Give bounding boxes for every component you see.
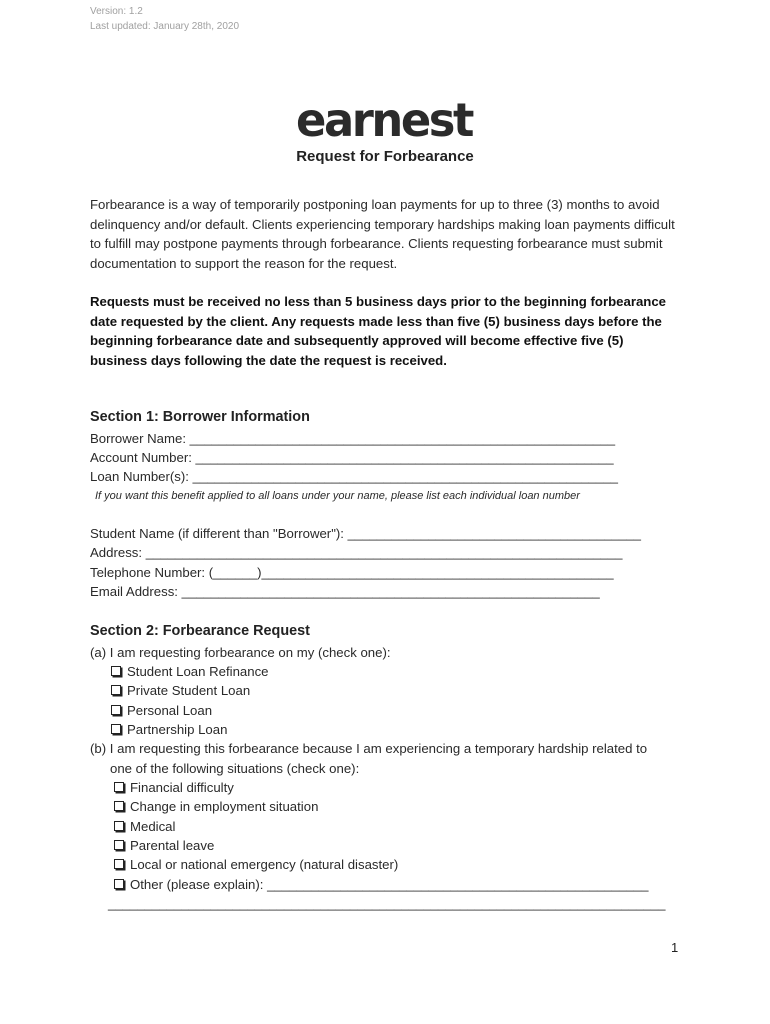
svg-text:earnest: earnest	[296, 93, 474, 142]
hardship-option[interactable]	[114, 877, 648, 892]
checkbox-icon[interactable]	[114, 801, 124, 811]
checkbox-icon[interactable]	[114, 821, 124, 831]
earnest-logo	[296, 92, 476, 142]
checkbox-icon[interactable]	[111, 666, 121, 676]
last-updated-text: Last updated: January 28th, 2020	[90, 21, 240, 32]
loan-type-option[interactable]	[111, 722, 227, 737]
borrower-name-field[interactable]: Borrower Name: __________________________________________________________	[90, 431, 616, 446]
address-field[interactable]: Address: _________________________________________________________________	[90, 545, 623, 560]
loan-type-option-label: Student Loan Refinance	[127, 664, 269, 679]
hardship-option-label: Local or national emergency (natural disaster)	[130, 857, 399, 872]
section-2-heading: Section 2: Forbearance Request	[90, 623, 310, 639]
intro-paragraph: Forbearance is a way of temporarily postponing loan payments for up to three (3) months to avoid delinquency and/or default. Clients experiencing temporary hardships making loan payments difficult to fulfill may postpone payments through forbearance. Clients requesting forbearance must submit documentation to support the reason for the request.	[90, 197, 675, 271]
section-2a-label: (a) I am requesting forbearance on my (check one):	[90, 645, 391, 660]
loan-type-option[interactable]	[111, 683, 250, 698]
telephone-field[interactable]: Telephone Number: (______)________________________________________________	[90, 565, 614, 580]
version-text: Version: 1.2	[90, 6, 143, 17]
loan-type-option-label: Partnership Loan	[127, 722, 228, 737]
loan-type-option-label: Private Student Loan	[127, 683, 251, 698]
checkbox-icon[interactable]	[111, 685, 121, 695]
loan-type-option[interactable]	[111, 664, 269, 679]
section-2b-label-line1: (b) I am requesting this forbearance because I am experiencing a temporary hardship related to	[90, 741, 648, 756]
hardship-option-label: Medical	[130, 819, 176, 834]
student-name-field[interactable]: Student Name (if different than "Borrower"): ________________________________________	[90, 526, 641, 541]
hardship-option[interactable]	[114, 780, 234, 795]
hardship-option[interactable]	[114, 857, 398, 872]
page-number: 1	[671, 940, 679, 955]
section-1-heading: Section 1: Borrower Information	[90, 409, 310, 425]
loan-numbers-field[interactable]: Loan Number(s): __________________________________________________________	[90, 469, 618, 484]
checkbox-icon[interactable]	[114, 879, 124, 889]
loan-type-option-label: Personal Loan	[127, 703, 213, 718]
other-explain-line[interactable]: ____________________________________________________________________________	[108, 896, 666, 911]
account-number-field[interactable]: Account Number: _________________________________________________________	[90, 450, 614, 465]
hardship-option[interactable]	[114, 799, 318, 814]
hardship-option[interactable]	[114, 838, 214, 853]
checkbox-icon[interactable]	[111, 705, 121, 715]
checkbox-icon[interactable]	[114, 840, 124, 850]
loan-type-option[interactable]	[111, 703, 212, 718]
email-field[interactable]: Email Address: _________________________________________________________	[90, 584, 600, 599]
deadline-paragraph: Requests must be received no less than 5 business days prior to the beginning forbearance date requested by the client. Any requests made less than five (5) business days before the beginning forbearance date and subsequently approved will become effective five (5) business days following the date the request is received.	[90, 294, 667, 368]
hardship-option-label: Other (please explain): ____________________________________________________	[130, 877, 649, 892]
page-title: Request for Forbearance	[296, 148, 474, 165]
loan-numbers-note: If you want this benefit applied to all loans under your name, please list each individual loan number	[95, 490, 580, 502]
hardship-option[interactable]	[114, 819, 175, 834]
checkbox-icon[interactable]	[114, 859, 124, 869]
checkbox-icon[interactable]	[111, 724, 121, 734]
section-2b-label-line2: one of the following situations (check one):	[110, 761, 360, 776]
hardship-option-label: Financial difficulty	[130, 780, 234, 795]
hardship-option-label: Parental leave	[130, 838, 215, 853]
hardship-option-label: Change in employment situation	[130, 799, 319, 814]
checkbox-icon[interactable]	[114, 782, 124, 792]
